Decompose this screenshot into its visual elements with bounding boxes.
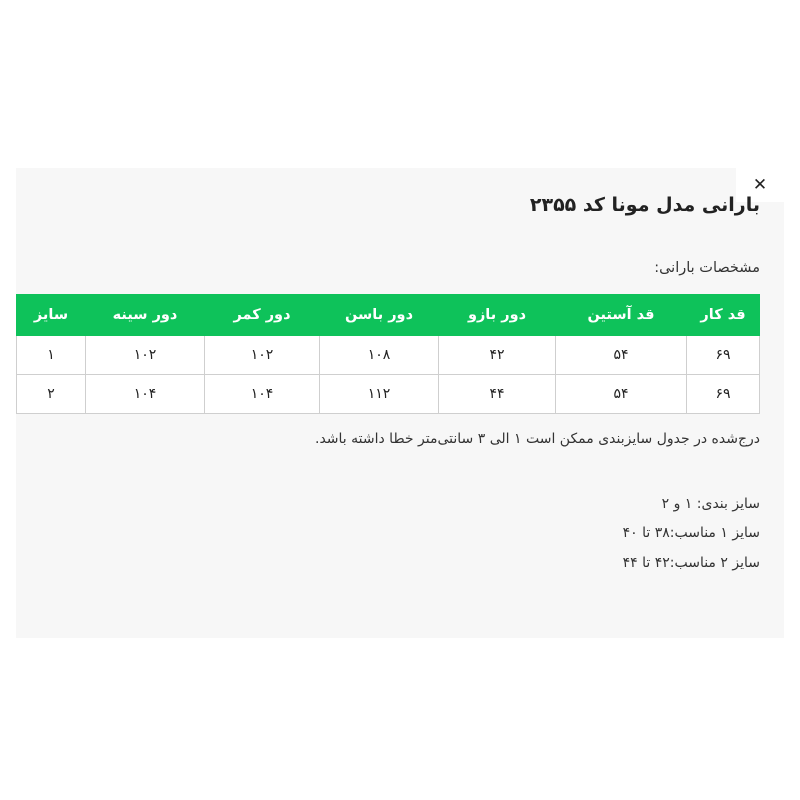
table-header-cell: سایز	[17, 295, 86, 336]
table-cell: ۱۰۲	[86, 336, 205, 375]
table-header-cell: دور سینه	[86, 295, 205, 336]
table-header-cell: دور کمر	[205, 295, 320, 336]
table-cell: ۱	[17, 336, 86, 375]
table-cell: ۱۱۲	[320, 375, 439, 414]
table-header-row	[17, 295, 760, 336]
table-cell: ۵۴	[556, 375, 687, 414]
table-cell: ۱۰۴	[86, 375, 205, 414]
table-header-cell: قد کار	[687, 295, 760, 336]
size-guide-modal	[16, 168, 784, 638]
modal-content	[16, 168, 784, 578]
sizing-info-line: سایز ۲ مناسب:۴۲ تا ۴۴	[622, 554, 760, 571]
table-row	[17, 375, 760, 414]
table-cell: ۱۰۸	[320, 336, 439, 375]
table-header-cell: قد آستین	[556, 295, 687, 336]
table-cell: ۶۹	[687, 375, 760, 414]
table-cell: ۴۲	[439, 336, 556, 375]
page-title: بارانی مدل مونا کد ۲۳۵۵	[529, 194, 760, 216]
table-cell: ۴۴	[439, 375, 556, 414]
table-cell: ۶۹	[687, 336, 760, 375]
table-cell: ۱۰۲	[205, 336, 320, 375]
close-icon: ✕	[752, 174, 768, 195]
table-row	[17, 336, 760, 375]
table-header-cell: دور بازو	[439, 295, 556, 336]
sizing-info-line: سایز ۱ مناسب:۳۸ تا ۴۰	[622, 525, 760, 542]
table-header-cell: دور باسن	[320, 295, 439, 336]
specs-subtitle: مشخصات بارانی:	[654, 260, 760, 276]
sizing-info-line: سایز بندی: ۱ و ۲	[661, 495, 760, 512]
sizing-info	[40, 490, 760, 578]
table-cell: ۲	[17, 375, 86, 414]
table-cell: ۵۴	[556, 336, 687, 375]
size-table	[16, 294, 760, 414]
table-cell: ۱۰۴	[205, 375, 320, 414]
table-note: درج‌شده در جدول سایزبندی ممکن است ۱ الی ۳ سانتی‌متر خطا داشته باشد.	[315, 431, 760, 447]
